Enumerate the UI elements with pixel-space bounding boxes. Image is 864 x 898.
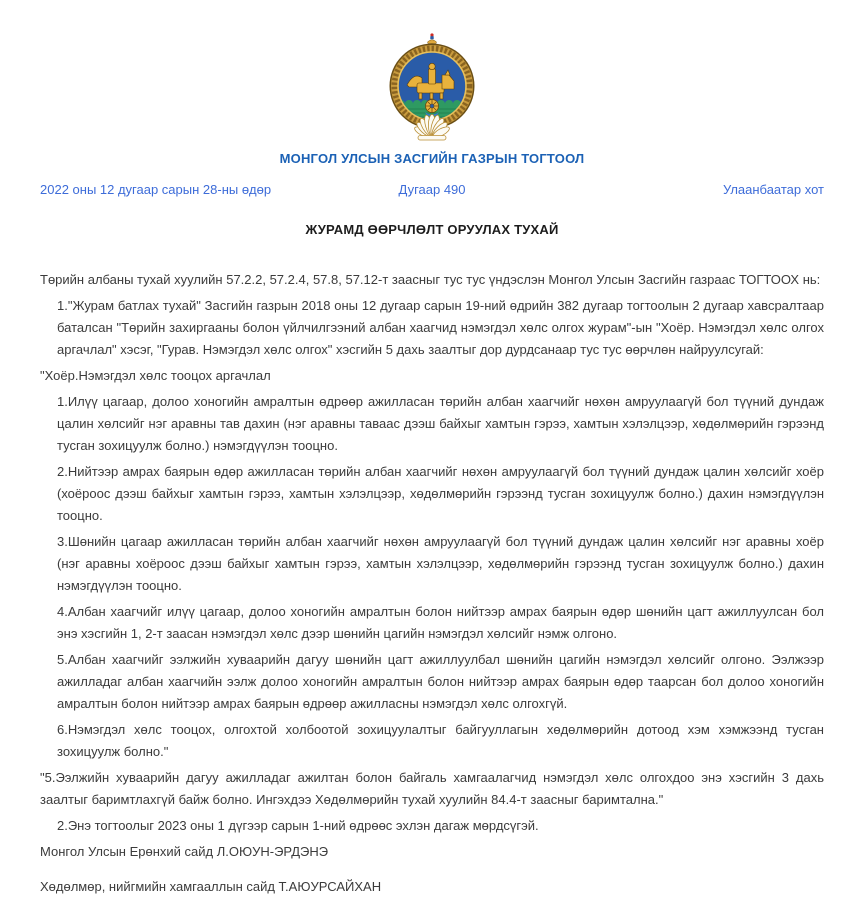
clause-5-paragraph: "5.Ээлжийн хуваарийн дагуу ажилладаг ажилтан болон байгаль хамгаалагчид нэмэгдэл хөлс олгохдоо энэ хэсгийн 3 дахь заалтыг баримтлахгүй байж болно. Ингэхдээ Хөдөлмөрийн тухай хуулийн 84.4-т заасныг баримтална." xyxy=(40,770,824,807)
subitem-5: 5.Албан хаагчийг ээлжийн хуваарийн дагуу шөнийн цагт ажиллуулбал шөнийн цагийн нэмэгдэл хөлсийг олгоно. Ээлжээр ажилладаг албан хаагчийн ээлж долоо хоногийн амралтын болон нийтээр амрах баярын өдөр таарсан бол долоо хоногийн амралтын болон нийтээр амрах баярын өдрөөр ажилласны нэмэгдэл хөлс олгохгүй. xyxy=(57,652,824,711)
document-body xyxy=(40,269,824,898)
resolution-date: 2022 оны 12 дугаар сарын 28-ны өдөр xyxy=(40,182,272,197)
subitem-4: 4.Албан хаагчийг илүү цагаар, долоо хоногийн амралтын болон нийтээр амрах баярын өдөр шөнийн цагт ажиллуулсан бол энэ хэсгийн 1, 2-т заасан нэмэгдэл хөлс дээр шөнийн цагийн нэмэгдэл хөлсийг нэмж олгоно. xyxy=(57,604,824,641)
mongolia-state-emblem-icon xyxy=(387,33,477,141)
section-quote-heading: "Хоёр.Нэмэгдэл хөлс тооцох аргачлал xyxy=(40,368,271,383)
subitem-3: 3.Шөнийн цагаар ажилласан төрийн албан хаагчийг нөхөн амруулаагүй бол түүний дундаж цалин хөлсийг нэг аравны хоёр (нэг аравны хоёроос дээш байхыг хамтын гэрээ, хамтын хэлэлцээр, хөдөлмөрийн гэрээнд тусган зохицуулж болно.) дахин нэмэгдүүлэн тооцно. xyxy=(57,534,824,593)
resolution-item-2: 2.Энэ тогтоолыг 2023 оны 1 дүгээр сарын 1-ний өдрөөс эхлэн дагаж мөрдсүгэй. xyxy=(57,818,539,833)
resolution-city: Улаанбаатар хот xyxy=(722,182,825,197)
org-title: МОНГОЛ УЛСЫН ЗАСГИЙН ГАЗРЫН ТОГТООЛ xyxy=(279,151,585,166)
emblem-container xyxy=(40,33,824,146)
document-title: ЖУРАМД ӨӨРЧЛӨЛТ ОРУУЛАХ ТУХАЙ xyxy=(305,222,559,237)
intro-paragraph: Төрийн албаны тухай хуулийн 57.2.2, 57.2.4, 57.8, 57.12-т заасныг тус тус үндэслэн Монгол Улсын Засгийн газраас ТОГТООХ нь: xyxy=(40,272,821,287)
subitem-6: 6.Нэмэгдэл хөлс тооцох, олгохтой холбоотой зохицуулалтыг байгууллагын хөдөлмөрийн дотоод хэм хэмжээнд тусган зохицуулж болно." xyxy=(57,722,824,759)
resolution-number: Дугаар 490 xyxy=(398,182,466,197)
subitem-2: 2.Нийтээр амрах баярын өдөр ажилласан төрийн албан хаагчийг нөхөн амруулаагүй бол түүний дундаж цалин хөлсийг хоёр (хоёроос дээш байхыг хамтын гэрээ, хамтын хэлэлцээр, хөдөлмөрийн гэрээнд тусган зохицуулж болно.) дахин нэмэгдүүлэн тооцно. xyxy=(57,464,824,523)
resolution-item-1: 1."Журам батлах тухай" Засгийн газрын 2018 оны 12 дугаар сарын 19-ний өдрийн 382 дугаар тогтоолын 2 дугаар хавсралтаар баталсан "Төрийн захиргааны болон үйлчилгээний албан хаагчид нэмэгдэл хөлс олгох журам"-ын "Хоёр. Нэмэгдэл хөлс олгох аргачлал" хэсэг, "Гурав. Нэмэгдэл хөлс олгох" хэсгийн 5 дахь заалтыг дор дурдсанаар тус тус өөрчлөн найруулсугай: xyxy=(57,298,824,357)
subitem-1: 1.Илүү цагаар, долоо хоногийн амралтын өдрөөр ажилласан төрийн албан хаагчийг нөхөн амруулаагүй бол түүний дундаж цалин хөлсийг нэг аравны тав дахин (нэг аравны таваас дээш байхыг хамтын гэрээ, хамтын хэлэлцээр, хөдөлмөрийн гэрээнд тусган зохицуулж болно.) нэмэгдүүлэн тооцно. xyxy=(57,394,824,453)
signature-minister: Хөдөлмөр, нийгмийн хамгааллын сайд Т.АЮУРСАЙХАН xyxy=(40,879,382,894)
signature-prime-minister: Монгол Улсын Ерөнхий сайд Л.ОЮУН-ЭРДЭНЭ xyxy=(40,844,329,859)
meta-row xyxy=(40,182,824,197)
